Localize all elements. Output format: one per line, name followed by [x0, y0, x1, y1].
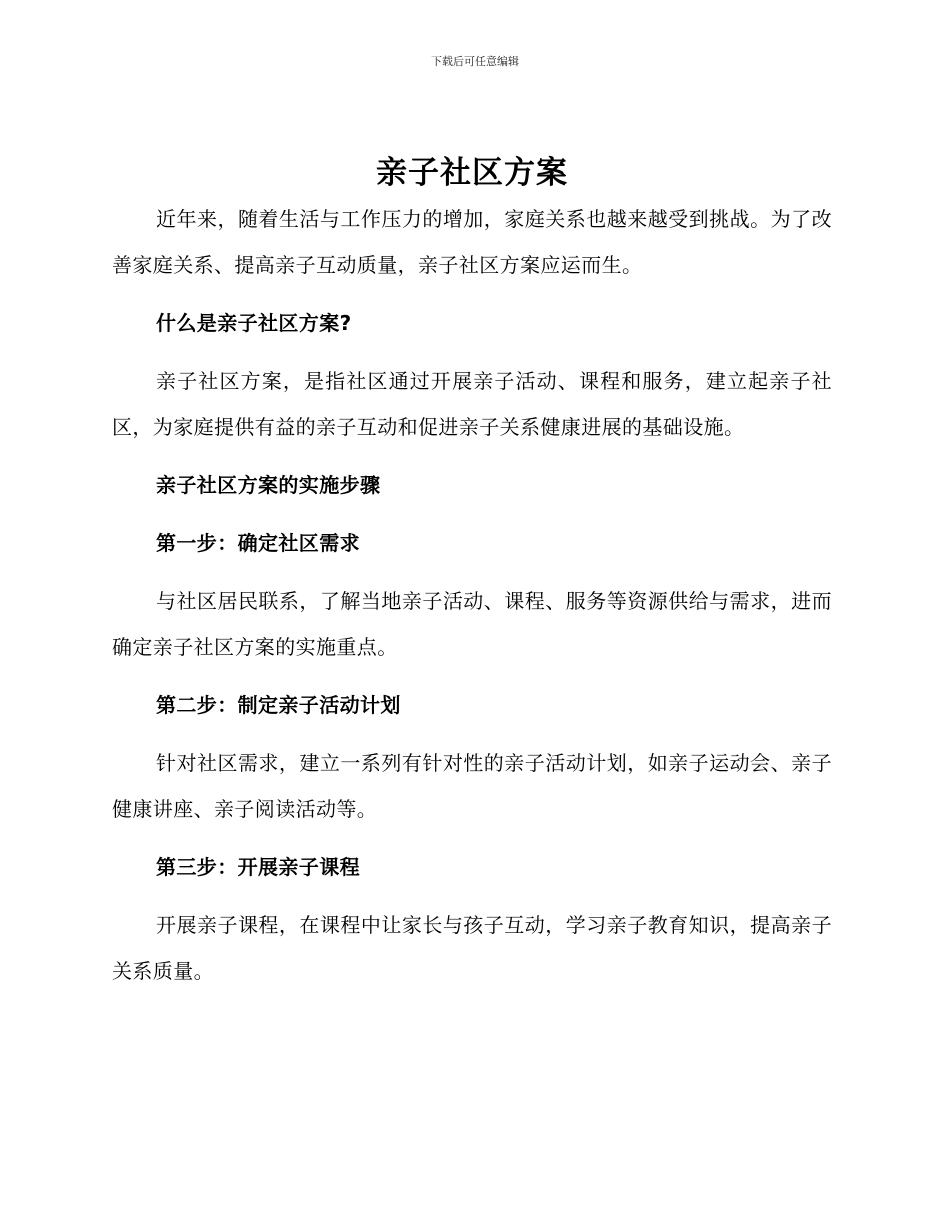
step2-heading: 第二步：制定亲子活动计划	[156, 693, 401, 717]
step2-body: 针对社区需求，建立一系列有针对性的亲子活动计划，如亲子运动会、亲子健康讲座、亲子阅读活动等。	[112, 751, 832, 821]
section-body-what: 亲子社区方案，是指社区通过开展亲子活动、课程和服务，建立起亲子社区，为家庭提供有益的亲子互动和促进亲子关系健康进展的基础设施。	[112, 369, 832, 439]
document-title: 亲子社区方案	[376, 155, 568, 191]
intro-paragraph: 近年来，随着生活与工作压力的增加，家庭关系也越来越受到挑战。为了改善家庭关系、提高亲子互动质量，亲子社区方案应运而生。	[112, 207, 832, 277]
step3-body: 开展亲子课程，在课程中让家长与孩子互动，学习亲子教育知识，提高亲子关系质量。	[112, 913, 832, 983]
section-heading-steps: 亲子社区方案的实施步骤	[156, 473, 381, 497]
step1-heading: 第一步：确定社区需求	[156, 531, 360, 555]
document-body	[112, 150, 832, 994]
section-heading-what: 什么是亲子社区方案?	[156, 311, 352, 335]
step3-heading: 第三步：开展亲子课程	[156, 855, 360, 879]
step1-body: 与社区居民联系，了解当地亲子活动、课程、服务等资源供给与需求，进而确定亲子社区方案的实施重点。	[112, 589, 832, 659]
header-note: 下载后可任意编辑	[431, 55, 519, 68]
